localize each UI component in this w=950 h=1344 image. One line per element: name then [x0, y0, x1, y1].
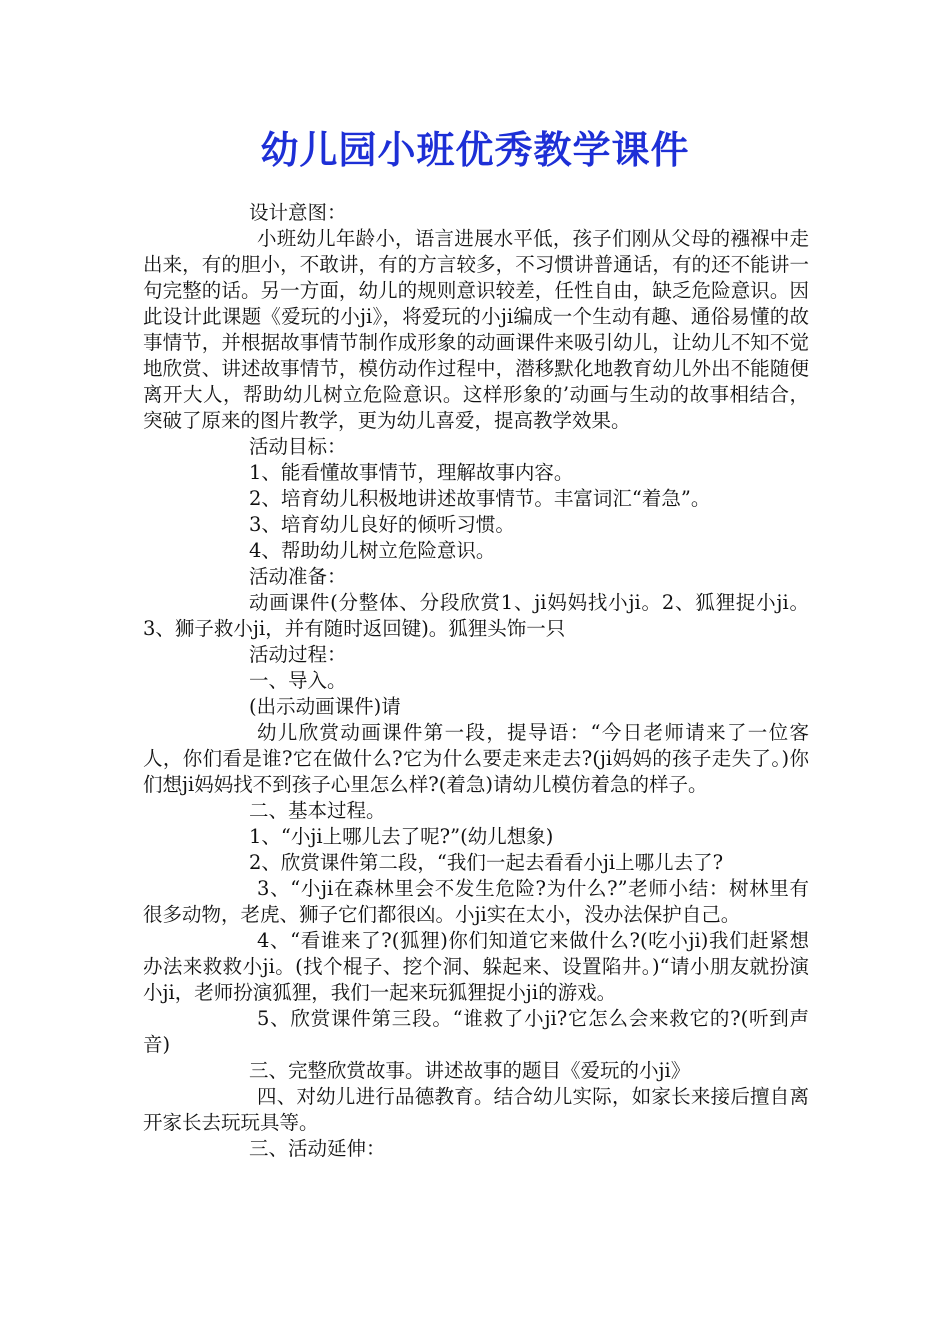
- paragraph-design-intent: 小班幼儿年龄小，语言进展水平低，孩子们刚从父母的襁褓中走出来，有的胆小，不敢讲，有的方言较多，不习惯讲普通话，有的还不能讲一句完整的话。另一方面，幼儿的规则意识较差，任性自由，缺乏危险意识。因此设计此课题《爱玩的小ji》，将爱玩的小ji编成一个生动有趣、通俗易懂的故事情节，并根据故事情节制作成形象的动画课件来吸引幼儿，让幼儿不知不觉地欣赏、讲述故事情节，模仿动作过程中，潜移默化地教育幼儿外出不能随便离开大人，帮助幼儿树立危险意识。这样形象的’动画与生动的故事相结合，突破了原来的图片教学，更为幼儿喜爱，提高教学效果。: [143, 227, 809, 432]
- paragraph-step-1: 1、“小ji上哪儿去了呢?”(幼儿想象): [249, 825, 554, 848]
- paragraph-intro-heading: 一、导入。: [249, 669, 347, 692]
- paragraph-design-intent-heading: 设计意图：: [249, 201, 347, 224]
- paragraph-intro-detail: 幼儿欣赏动画课件第一段，提导语：“今日老师请来了一位客人，你们看是谁?它在做什么?它为什么要走来走去?(ji妈妈的孩子走失了。)你们想ji妈妈找不到孩子心里怎么样?(着急)请幼儿模仿着急的样子。: [143, 721, 809, 796]
- paragraph-step-4: 4、“看谁来了?(狐狸)你们知道它来做什么?(吃小ji)我们赶紧想办法来救救小ji。(找个棍子、挖个洞、躲起来、设置陷井。)“请小朋友就扮演小ji，老师扮演狐狸，我们一起来玩狐狸捉小ji的游戏。: [143, 929, 809, 1004]
- paragraph-extension-heading: 三、活动延伸：: [249, 1137, 386, 1160]
- paragraph-goal-4: 4、帮助幼儿树立危险意识。: [249, 539, 496, 562]
- document-title: 幼儿园小班优秀教学课件: [260, 127, 690, 172]
- paragraph-full-story: 三、完整欣赏故事。讲述故事的题目《爱玩的小ji》: [249, 1059, 691, 1082]
- paragraph-goal-1: 1、能看懂故事情节，理解故事内容。: [249, 461, 574, 484]
- paragraph-step-3: 3、“小ji在森林里会不发生危险?为什么?”老师小结：树林里有很多动物，老虎、狮子它们都很凶。小ji实在太小，没办法保护自己。: [143, 877, 809, 926]
- paragraph-moral-education: 四、对幼儿进行品德教育。结合幼儿实际，如家长来接后擅自离开家长去玩玩具等。: [143, 1085, 809, 1134]
- paragraph-goal-2: 2、培育幼儿积极地讲述故事情节。丰富词汇“着急”。: [249, 487, 711, 510]
- paragraph-goals-heading: 活动目标：: [249, 435, 347, 458]
- paragraph-goal-3: 3、培育幼儿良好的倾听习惯。: [249, 513, 515, 536]
- paragraph-step-5: 5、欣赏课件第三段。“谁救了小ji?它怎么会来救它的?(听到声音): [143, 1007, 809, 1056]
- paragraph-preparation: 动画课件(分整体、分段欣赏1、ji妈妈找小ji。2、狐狸捉小ji。3、狮子救小ji，并有随时返回键)。狐狸头饰一只: [143, 591, 809, 640]
- paragraph-process-heading: 活动过程：: [249, 643, 347, 666]
- document-body: [143, 200, 809, 1162]
- paragraph-show-courseware: (出示动画课件)请: [249, 695, 401, 718]
- paragraph-preparation-heading: 活动准备：: [249, 565, 347, 588]
- paragraph-step-2: 2、欣赏课件第二段，“我们一起去看看小ji上哪儿去了?: [249, 851, 724, 874]
- paragraph-basic-process-heading: 二、基本过程。: [249, 799, 386, 822]
